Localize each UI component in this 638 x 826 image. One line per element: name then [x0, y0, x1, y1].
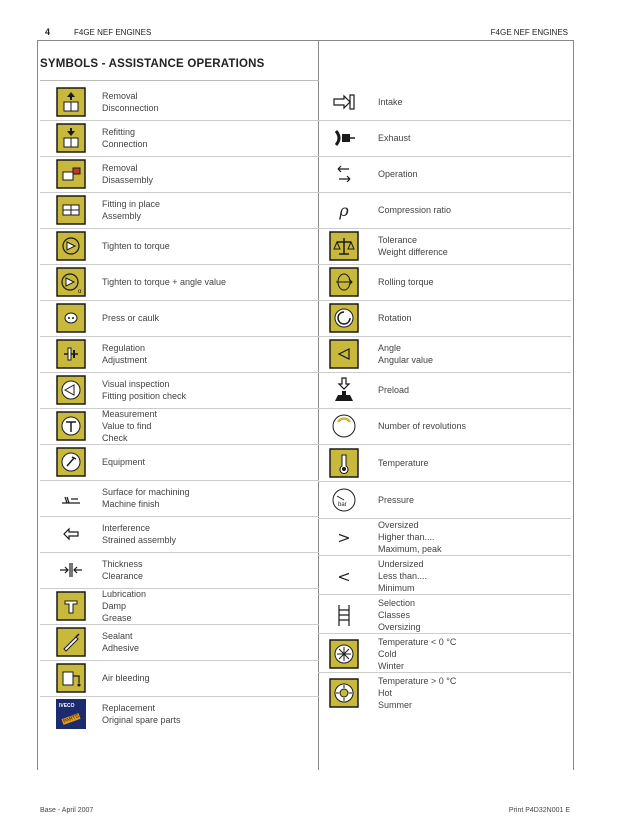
- symbol-label-line: Original spare parts: [102, 715, 181, 725]
- symbol-label: [102, 342, 147, 366]
- page-number: 4: [45, 27, 51, 37]
- symbol-label-line: Connection: [102, 139, 148, 149]
- angle-icon: [318, 339, 370, 369]
- symbol-row: [318, 558, 571, 595]
- symbol-label-line: Disconnection: [102, 103, 159, 113]
- symbol-label-line: Number of revolutions: [378, 421, 467, 431]
- symbol-label-line: Temperature: [378, 458, 429, 468]
- symbol-label-line: Angle: [378, 343, 402, 353]
- symbol-row: [318, 482, 571, 519]
- symbol-label-line: Removal: [102, 91, 138, 101]
- footer-left: Base - April 2007: [40, 807, 94, 814]
- symbol-label-line: Winter: [378, 661, 405, 671]
- symbol-label: [370, 457, 429, 469]
- symbol-label-line: Measurement: [102, 409, 158, 419]
- symbol-label-line: Equipment: [102, 457, 146, 467]
- symbol-row: [40, 372, 319, 409]
- symbol-label-line: Classes: [378, 610, 411, 620]
- symbol-row: [40, 408, 319, 445]
- symbol-label-line: Fitting position check: [102, 391, 187, 401]
- replacement-parts-icon: [40, 699, 102, 729]
- symbol-label-line: Summer: [378, 700, 413, 710]
- symbol-label: [102, 162, 153, 186]
- symbol-label-line: Selection: [378, 598, 416, 608]
- symbol-label-line: Compression ratio: [378, 205, 452, 215]
- symbol-row: [40, 300, 319, 337]
- undersized-icon-glyph: <: [337, 566, 351, 586]
- symbol-label-line: Strained assembly: [102, 535, 177, 545]
- symbol-row: [40, 696, 319, 732]
- symbol-label: [102, 522, 176, 546]
- tighten-torque-angle-icon: [40, 267, 102, 297]
- symbol-label-line: Maximum, peak: [378, 544, 442, 554]
- removal-disconnection-icon: [40, 87, 102, 117]
- thickness-clearance-icon: [40, 555, 102, 585]
- symbol-row: [318, 408, 571, 445]
- symbol-label: [102, 378, 186, 402]
- symbol-label-line: Assembly: [102, 211, 142, 221]
- symbol-label-line: Clearance: [102, 571, 144, 581]
- symbol-label: [102, 702, 181, 726]
- regulation-adjustment-icon: [40, 339, 102, 369]
- symbol-row: [40, 444, 319, 481]
- symbol-label: [102, 126, 148, 150]
- symbol-row: [40, 192, 319, 229]
- symbol-row: [40, 624, 319, 661]
- section-rule: [40, 80, 319, 81]
- symbol-label-line: Adjustment: [102, 355, 148, 365]
- symbol-row: [318, 372, 571, 409]
- symbol-label-line: Less than....: [378, 571, 428, 581]
- symbol-row: [318, 192, 571, 229]
- symbol-label-line: Cold: [378, 649, 397, 659]
- symbol-label-line: Sealant: [102, 631, 133, 641]
- symbol-row: [40, 120, 319, 157]
- symbol-row: [40, 480, 319, 517]
- rolling-torque-icon: [318, 267, 370, 297]
- symbol-label-line: Tighten to torque: [102, 241, 170, 251]
- symbol-label-line: Removal: [102, 163, 138, 173]
- iveco-badge: IVECO: [59, 703, 75, 709]
- symbol-row: [40, 588, 319, 625]
- symbol-row: [40, 264, 319, 301]
- footer-right: Print P4D32N001 E: [508, 807, 570, 814]
- symbol-label-line: Rotation: [378, 313, 412, 323]
- symbol-label-line: Refitting: [102, 127, 136, 137]
- symbol-label-line: Fitting in place: [102, 199, 161, 209]
- symbol-label-line: Oversized: [378, 520, 419, 530]
- operation-icon: [318, 159, 370, 189]
- symbol-row: [40, 156, 319, 193]
- surface-machining-icon: [40, 483, 102, 513]
- symbol-row: [40, 516, 319, 553]
- symbol-row: [40, 228, 319, 265]
- lubrication-icon: [40, 591, 102, 621]
- symbol-label: [102, 486, 190, 510]
- symbol-label: [370, 342, 433, 366]
- symbol-label: [102, 198, 160, 222]
- header-title-right: F4GE NEF ENGINES: [490, 28, 568, 37]
- symbol-row: [40, 660, 319, 697]
- symbol-label-line: Angular value: [378, 355, 434, 365]
- undersized-icon: [318, 567, 370, 586]
- symbol-label-line: Adhesive: [102, 643, 140, 653]
- symbol-label-line: Weight difference: [378, 247, 448, 257]
- symbol-label-line: Higher than....: [378, 532, 435, 542]
- symbol-label-line: Pressure: [378, 495, 415, 505]
- symbol-label: [102, 672, 150, 684]
- hot-icon: [318, 678, 370, 708]
- symbol-row: [318, 264, 571, 301]
- symbol-label-line: Hot: [378, 688, 393, 698]
- symbol-label-line: Minimum: [378, 583, 415, 593]
- symbol-label: [370, 494, 414, 506]
- tolerance-icon: [318, 231, 370, 261]
- symbol-label-line: Temperature < 0 °C: [378, 637, 457, 647]
- symbol-label-line: Machine finish: [102, 499, 160, 509]
- left-border: [37, 40, 38, 770]
- symbol-label-line: Undersized: [378, 559, 424, 569]
- header-title-left: F4GE NEF ENGINES: [74, 28, 152, 37]
- rotation-icon: [318, 303, 370, 333]
- symbol-label-line: Damp: [102, 601, 127, 611]
- symbol-row: [318, 336, 571, 373]
- interference-icon: [40, 519, 102, 549]
- cold-icon: [318, 639, 370, 669]
- symbol-row: [318, 300, 571, 337]
- symbol-label-line: Thickness: [102, 559, 143, 569]
- symbol-label-line: Surface for machining: [102, 487, 190, 497]
- right-border: [573, 40, 574, 770]
- symbol-label-line: Temperature > 0 °C: [378, 676, 457, 686]
- symbol-label-line: Tolerance: [378, 235, 418, 245]
- intake-icon: [318, 87, 370, 117]
- preload-icon: [318, 375, 370, 405]
- symbol-label-line: Interference: [102, 523, 151, 533]
- symbol-row: [318, 84, 571, 121]
- symbol-label: [370, 636, 456, 672]
- symbol-label-line: Check: [102, 433, 128, 443]
- symbol-label-line: Oversizing: [378, 622, 421, 632]
- symbol-label-line: Press or caulk: [102, 313, 160, 323]
- symbol-label: [102, 588, 146, 624]
- press-caulk-icon: [40, 303, 102, 333]
- revolutions-icon: [318, 411, 370, 441]
- sealant-adhesive-icon: [40, 627, 102, 657]
- pressure-icon: [318, 485, 370, 515]
- air-bleeding-icon: [40, 663, 102, 693]
- symbol-row: [318, 228, 571, 265]
- visual-inspection-icon: [40, 375, 102, 405]
- symbol-row: [40, 552, 319, 589]
- symbol-label: [370, 312, 412, 324]
- symbol-row: [40, 84, 319, 121]
- symbol-label-line: Value to find: [102, 421, 152, 431]
- symbol-row: [318, 519, 571, 556]
- symbol-label: [370, 96, 403, 108]
- symbol-row: [318, 597, 571, 634]
- symbol-label: [370, 234, 448, 258]
- symbol-label: [370, 597, 421, 633]
- symbol-label: [102, 276, 226, 288]
- symbol-label-line: Operation: [378, 169, 418, 179]
- symbol-label: [370, 276, 434, 288]
- symbol-label: [370, 204, 451, 216]
- symbol-label-line: Exhaust: [378, 133, 411, 143]
- symbol-label-line: Rolling torque: [378, 277, 434, 287]
- parts-badge: PARTS: [62, 713, 80, 725]
- symbol-label: [102, 90, 159, 114]
- symbol-label: [102, 312, 159, 324]
- compression-ratio-icon-glyph: ρ: [339, 200, 349, 220]
- oversized-icon: [318, 528, 370, 547]
- fitting-assembly-icon: [40, 195, 102, 225]
- symbol-label: [102, 456, 145, 468]
- symbol-label-line: Replacement: [102, 703, 156, 713]
- symbol-label-line: Lubrication: [102, 589, 147, 599]
- symbol-label: [370, 420, 466, 432]
- symbol-label-line: Disassembly: [102, 175, 154, 185]
- symbol-label-line: Grease: [102, 613, 132, 623]
- symbol-row: [40, 336, 319, 373]
- pressure-unit: bar: [338, 502, 347, 508]
- symbol-label-line: Air bleeding: [102, 673, 150, 683]
- page-header: [37, 24, 574, 41]
- temperature-icon: [318, 448, 370, 478]
- symbol-row: [318, 120, 571, 157]
- symbol-label-line: Visual inspection: [102, 379, 170, 389]
- symbol-label: [370, 675, 456, 711]
- measurement-icon: [40, 411, 102, 441]
- symbol-label: [370, 132, 411, 144]
- symbol-row: [318, 445, 571, 482]
- symbol-label: [370, 519, 442, 555]
- symbol-label: [370, 558, 427, 594]
- selection-icon: [318, 600, 370, 630]
- symbol-row: [318, 156, 571, 193]
- symbol-label: [102, 630, 139, 654]
- symbol-label: [102, 558, 143, 582]
- symbol-label: [102, 240, 170, 252]
- refitting-connection-icon: [40, 123, 102, 153]
- symbol-label-line: Preload: [378, 385, 410, 395]
- symbol-label-line: Intake: [378, 97, 403, 107]
- symbol-label: [102, 408, 157, 444]
- tighten-torque-icon: [40, 231, 102, 261]
- symbol-label: [370, 168, 418, 180]
- symbol-label: [370, 384, 409, 396]
- removal-disassembly-icon: [40, 159, 102, 189]
- section-title: SYMBOLS - ASSISTANCE OPERATIONS: [40, 58, 265, 70]
- svg-text:α: α: [78, 289, 82, 295]
- symbol-row: [318, 636, 571, 673]
- symbol-row: [318, 675, 571, 711]
- equipment-icon: [40, 447, 102, 477]
- compression-ratio-icon: [318, 201, 370, 220]
- oversized-icon-glyph: >: [337, 527, 351, 547]
- exhaust-icon: [318, 123, 370, 153]
- symbol-label-line: Tighten to torque + angle value: [102, 277, 227, 287]
- symbol-label-line: Regulation: [102, 343, 146, 353]
